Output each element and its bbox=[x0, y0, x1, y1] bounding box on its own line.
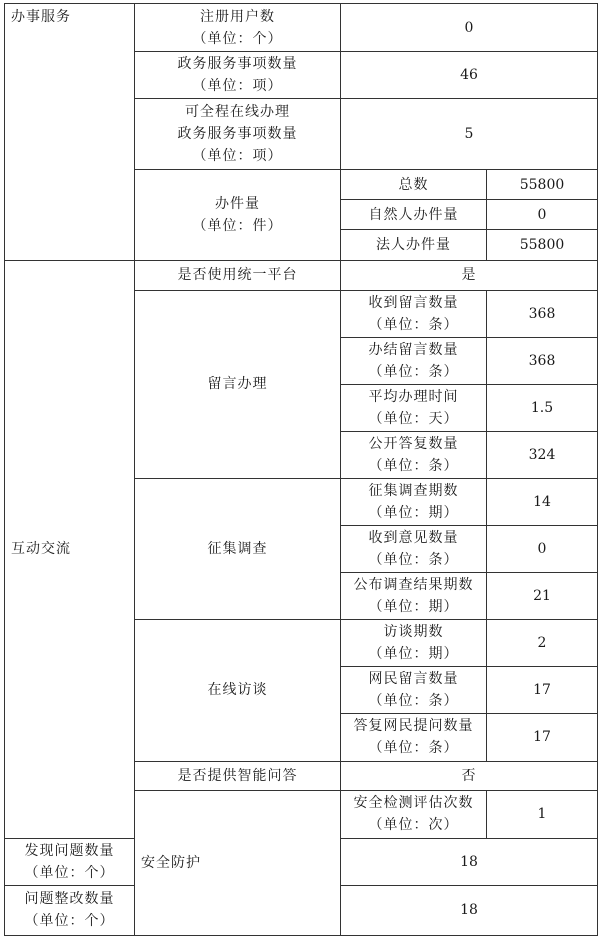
row-label: 政务服务事项数量 （单位：项） bbox=[135, 52, 341, 99]
row-value: 5 bbox=[341, 99, 598, 170]
sub-value: 17 bbox=[487, 714, 598, 761]
sub-label: 公布调查结果期数 （单位：期） bbox=[341, 573, 487, 620]
row-value: 1 bbox=[487, 790, 598, 838]
row-label: 问题整改数量 （单位：个） bbox=[5, 885, 135, 935]
sub-label: 答复网民提问数量 （单位：条） bbox=[341, 714, 487, 761]
group-label-interview: 在线访谈 bbox=[135, 620, 341, 761]
row-label: 是否使用统一平台 bbox=[135, 260, 341, 290]
group-label-messages: 留言办理 bbox=[135, 290, 341, 478]
sub-value: 17 bbox=[487, 667, 598, 714]
sub-value: 55800 bbox=[487, 170, 598, 200]
row-label: 办件量 （单位：件） bbox=[135, 170, 341, 260]
sub-label: 网民留言数量 （单位：条） bbox=[341, 667, 487, 714]
sub-label: 公开答复数量 （单位：条） bbox=[341, 431, 487, 478]
sub-value: 368 bbox=[487, 290, 598, 337]
sub-value: 0 bbox=[487, 526, 598, 573]
row-label: 发现问题数量 （单位：个） bbox=[5, 838, 135, 885]
row-value: 否 bbox=[341, 761, 598, 790]
row-label: 可全程在线办理 政务服务事项数量 （单位：项） bbox=[135, 99, 341, 170]
sub-label: 总数 bbox=[341, 170, 487, 200]
sub-label: 收到意见数量 （单位：条） bbox=[341, 526, 487, 573]
table-row bbox=[5, 4, 598, 52]
sub-value: 2 bbox=[487, 620, 598, 667]
sub-label: 收到留言数量 （单位：条） bbox=[341, 290, 487, 337]
row-value: 46 bbox=[341, 52, 598, 99]
sub-value: 324 bbox=[487, 431, 598, 478]
sub-label: 访谈期数 （单位：期） bbox=[341, 620, 487, 667]
sub-label: 征集调查期数 （单位：期） bbox=[341, 478, 487, 525]
sub-value: 368 bbox=[487, 337, 598, 384]
row-value: 18 bbox=[341, 885, 598, 935]
category-interaction: 互动交流 bbox=[5, 260, 135, 838]
row-value: 是 bbox=[341, 260, 598, 290]
sub-label: 办结留言数量 （单位：条） bbox=[341, 337, 487, 384]
category-security: 安全防护 bbox=[135, 790, 341, 935]
sub-value: 1.5 bbox=[487, 384, 598, 431]
sub-label: 法人办件量 bbox=[341, 230, 487, 260]
sub-value: 14 bbox=[487, 478, 598, 525]
sub-value: 21 bbox=[487, 573, 598, 620]
group-label-survey: 征集调查 bbox=[135, 478, 341, 619]
row-label: 安全检测评估次数 （单位：次） bbox=[341, 790, 487, 838]
row-value: 0 bbox=[341, 4, 598, 52]
sub-label: 自然人办件量 bbox=[341, 200, 487, 230]
sub-label: 平均办理时间 （单位：天） bbox=[341, 384, 487, 431]
row-label: 是否提供智能问答 bbox=[135, 761, 341, 790]
category-service: 办事服务 bbox=[5, 4, 135, 261]
row-value: 18 bbox=[341, 838, 598, 885]
table-row bbox=[5, 260, 598, 290]
row-label: 注册用户数 （单位：个） bbox=[135, 4, 341, 52]
stats-table bbox=[4, 3, 598, 936]
sub-value: 55800 bbox=[487, 230, 598, 260]
sub-value: 0 bbox=[487, 200, 598, 230]
